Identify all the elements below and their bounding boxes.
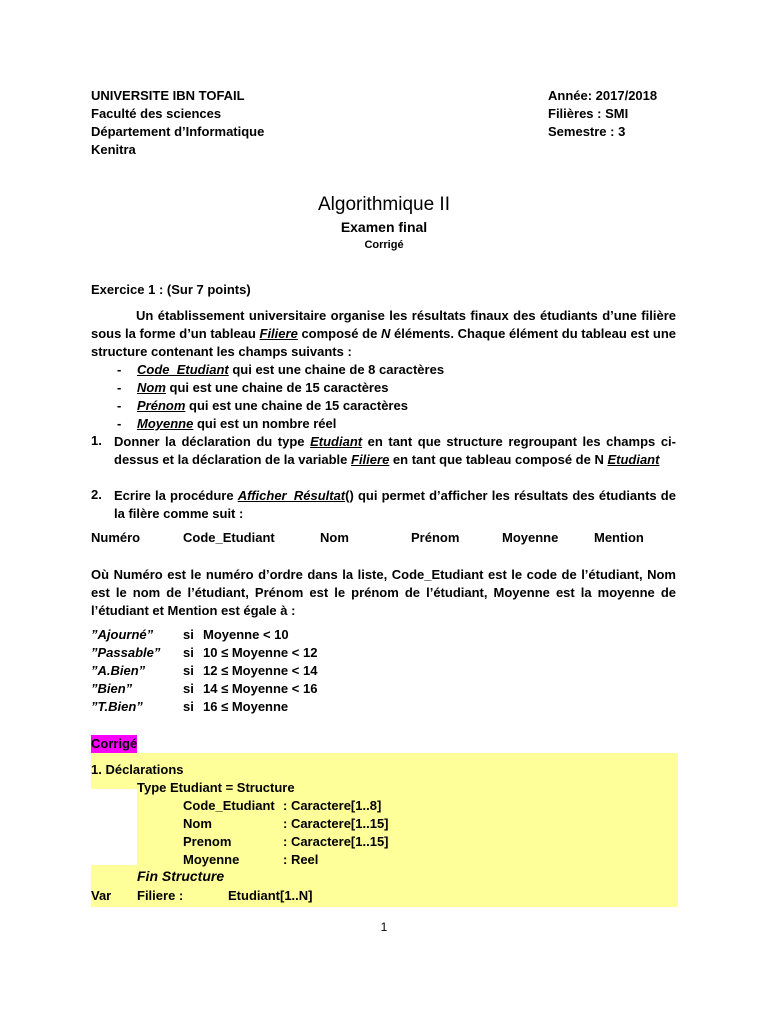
type-declaration: Type Etudiant = Structure [137,780,295,795]
mention-row: ”Passable” si 10 ≤ Moyenne < 12 [91,645,318,660]
var-type: Etudiant[1..N] [228,888,313,903]
filiere-variable: Filiere [259,326,298,341]
output-columns [0,530,768,548]
column-header: Nom [320,530,349,545]
var-keyword: Var [91,888,112,903]
mention-row: ”T.Bien” si 16 ≤ Moyenne [91,699,289,714]
question-2: Ecrire la procédure Afficher_Résultat() qui permet d’afficher les résultats des étudiants de la filère comme suit : [114,488,676,521]
column-header: Prénom [411,530,460,545]
academic-year: Année: 2017/2018 [548,88,658,103]
document-tag: Corrigé [364,239,404,251]
mention-list [91,626,391,716]
mention-row: ”Bien” si 14 ≤ Moyenne < 16 [91,681,318,696]
page-number: 1 [380,920,388,934]
list-item: - Moyenne qui est un nombre réel [117,416,337,431]
semester: Semestre : 3 [548,124,626,139]
question-1: Donner la déclaration du type Etudiant en tant que structure regroupant les champs ci-dessus et la déclaration de la variable Filiere en tant que tableau composé de N Etudiant [114,434,676,467]
field-list [117,361,444,433]
struct-field: Nom : Caractere[1..15] [183,816,389,831]
university-name: UNIVERSITE IBN TOFAIL [91,88,245,103]
institution-block [91,87,264,159]
question-2-number: 2. [91,487,102,502]
struct-field: Code_Etudiant : Caractere[1..8] [183,798,382,813]
document-subtitle: Examen final [340,219,428,235]
mention-row: ”Ajourné” si Moyenne < 10 [91,627,289,642]
struct-field: Moyenne : Reel [183,852,319,867]
n-variable: N [381,326,391,341]
struct-fields [183,797,483,869]
column-header: Numéro [91,530,141,545]
fin-structure: Fin Structure [137,868,225,884]
exercise-heading: Exercice 1 : (Sur 7 points) [91,282,251,297]
corrige-label: Corrigé [91,736,138,751]
faculty-name: Faculté des sciences [91,106,222,121]
department-name: Département d’Informatique [91,124,265,139]
column-header: Code_Etudiant [183,530,275,545]
list-item: - Code_Etudiant qui est une chaine de 8 caractères [117,362,445,377]
mention-row: ”A.Bien” si 12 ≤ Moyenne < 14 [91,663,318,678]
var-name: Filiere : [137,888,184,903]
city-name: Kenitra [91,142,136,157]
struct-field: Prenom : Caractere[1..15] [183,834,389,849]
column-header: Moyenne [502,530,559,545]
column-header: Mention [594,530,644,545]
list-item: - Prénom qui est une chaine de 15 caractères [117,398,408,413]
declarations-title: 1. Déclarations [91,762,184,777]
explanation-paragraph: Où Numéro est le numéro d’ordre dans la liste, Code_Etudiant est le code de l’étudiant, Nom est le nom de l’étudiant, Prénom est le prénom de l’étudiant, Moyenne est la moyenne de l’étudiant et Mention est égale à : [91,567,676,618]
academic-info-block [548,87,657,141]
question-1-number: 1. [91,433,102,448]
exercise-intro: Un établissement universitaire organise les résultats finaux des étudiants d’une filière sous la forme d’un tableau Filiere composé de N éléments. Chaque élément du tableau est une structure contenant les champs suivants : [91,308,677,359]
program: Filières : SMI [548,106,629,121]
document-title: Algorithmique II [317,194,450,215]
list-item: - Nom qui est une chaine de 15 caractères [117,380,389,395]
